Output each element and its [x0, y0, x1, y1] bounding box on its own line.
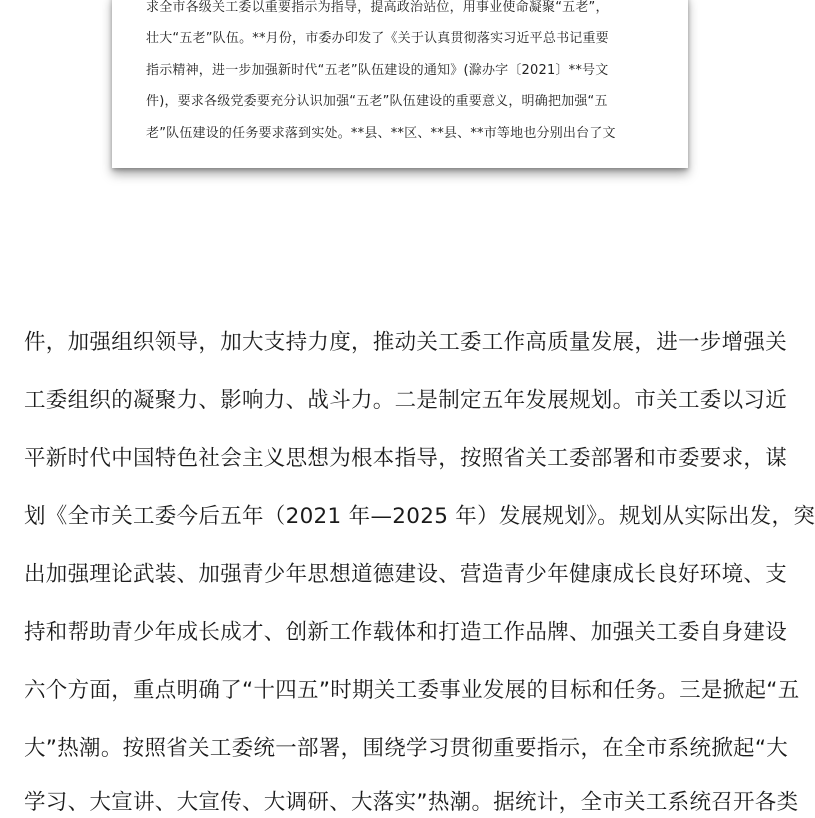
- document-preview-card: [112, 0, 688, 168]
- preview-line: 求全市各级关工委以重要指示为指导，提高政治站位，用事业使命凝聚“五老”，: [146, 0, 609, 15]
- body-line: 六个方面，重点明确了“十四五”时期关工委事业发展的目标和任务。三是掀起“五: [24, 678, 800, 703]
- body-line: 持和帮助青少年成长成才、创新工作载体和打造工作品牌、加强关工委自身建设: [24, 620, 788, 645]
- body-line: 工委组织的凝聚力、影响力、战斗力。二是制定五年发展规划。市关工委以习近: [24, 388, 788, 413]
- preview-line: 件)，要求各级党委要充分认识加强“五老”队伍建设的重要意义，明确把加强“五: [146, 94, 608, 109]
- body-line: 出加强理论武装、加强青少年思想道德建设、营造青少年健康成长良好环境、支: [24, 562, 788, 587]
- preview-line: 壮大“五老”队伍。**月份，市委办印发了《关于认真贯彻落实习近平总书记重要: [146, 31, 609, 46]
- body-line: 划《全市关工委今后五年（2021 年—2025 年）发展规划》。规划从实际出发，突: [24, 504, 815, 529]
- body-line: 学习、大宣讲、大宣传、大调研、大落实”热潮。据统计，全市关工系统召开各类: [24, 790, 799, 815]
- body-line: 大”热潮。按照省关工委统一部署，围绕学习贯彻重要指示，在全市系统掀起“大: [24, 736, 789, 761]
- body-line: 平新时代中国特色社会主义思想为根本指导，按照省关工委部署和市委要求，谋: [24, 446, 788, 471]
- preview-line: 老”队伍建设的任务要求落到实处。**县、**区、**县、**市等地也分别出台了文: [146, 126, 616, 141]
- preview-line: 指示精神，进一步加强新时代“五老”队伍建设的通知》(滁办字〔2021〕**号文: [146, 63, 609, 78]
- body-line: 件，加强组织领导，加大支持力度，推动关工委工作高质量发展，进一步增强关: [24, 330, 788, 355]
